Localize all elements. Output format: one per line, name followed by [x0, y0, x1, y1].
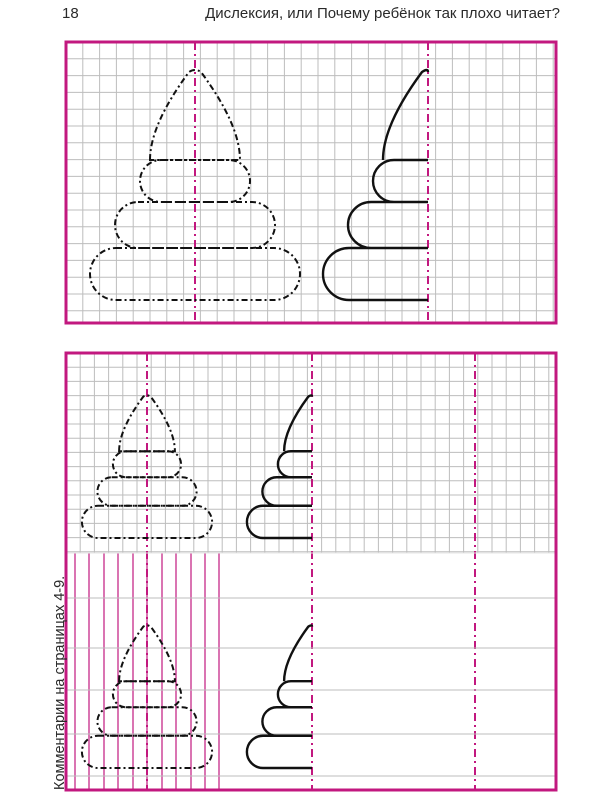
- frame-top: [66, 42, 556, 323]
- pyramid-ring: [90, 248, 300, 300]
- running-title: Дислексия, или Почему ребёнок так плохо читает?: [205, 5, 560, 22]
- side-note: Комментарии на страницах 4-9.: [52, 575, 68, 790]
- pyramid-cone: [119, 395, 175, 451]
- grid-bottom: [66, 353, 556, 790]
- pyramid-drawings: [82, 70, 428, 768]
- pyramid-half: [323, 70, 428, 300]
- pyramid-half-outline: [247, 625, 312, 768]
- pyramid-half: [247, 625, 312, 768]
- pyramid-half-outline: [323, 70, 428, 300]
- grid-top: [66, 42, 556, 323]
- page-number: 18: [62, 5, 79, 22]
